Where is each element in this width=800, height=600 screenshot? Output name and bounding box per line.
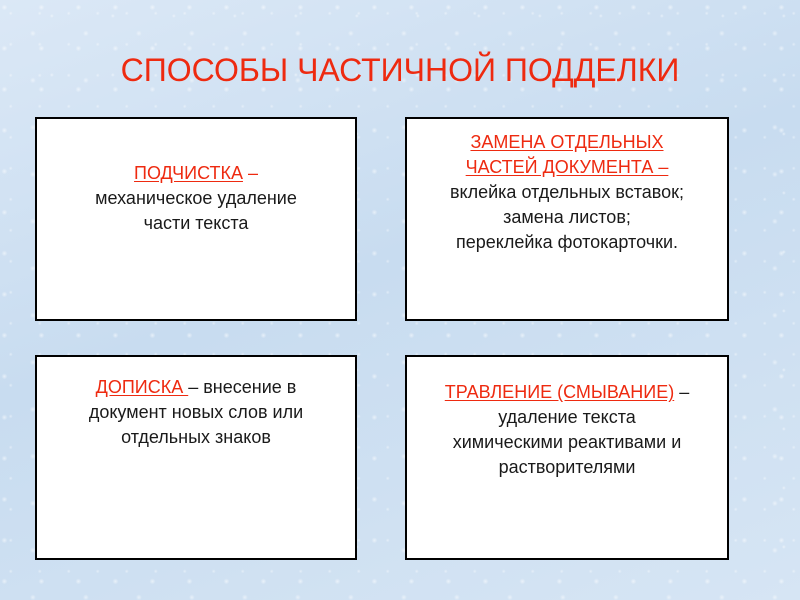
description-line: растворителями <box>498 457 636 477</box>
card-podchistka <box>35 117 357 321</box>
description-line: отдельных знаков <box>121 427 271 447</box>
heading-dash: – <box>674 382 690 402</box>
heading-dash: – <box>242 163 258 183</box>
card-heading <box>134 161 258 186</box>
term-zamena-line-2: ЧАСТЕЙ ДОКУМЕНТА – <box>465 157 669 177</box>
description-line: механическое удаление <box>95 188 297 208</box>
description-line: вклейка отдельных вставок; <box>449 182 685 202</box>
description-line: удаление текста <box>498 407 636 427</box>
description-line: переклейка фотокарточки. <box>455 232 679 252</box>
card-heading <box>96 375 297 400</box>
heading-rest: – внесение в <box>188 377 297 397</box>
card-dopiska <box>35 355 357 560</box>
term-zamena-line-1: ЗАМЕНА ОТДЕЛЬНЫХ <box>470 132 664 152</box>
term-travlenie: ТРАВЛЕНИЕ (СМЫВАНИЕ) <box>444 382 675 402</box>
description-line: химическими реактивами и <box>452 432 682 452</box>
card-heading <box>445 380 689 405</box>
slide-title: СПОСОБЫ ЧАСТИЧНОЙ ПОДДЕЛКИ <box>120 52 680 88</box>
card-zamena <box>405 117 729 321</box>
term-podchistka: ПОДЧИСТКА <box>134 163 243 183</box>
card-travlenie <box>405 355 729 560</box>
term-dopiska: ДОПИСКА <box>95 377 189 397</box>
description-line: части текста <box>143 213 249 233</box>
description-line: документ новых слов или <box>88 402 304 422</box>
description-line: замена листов; <box>503 207 631 227</box>
